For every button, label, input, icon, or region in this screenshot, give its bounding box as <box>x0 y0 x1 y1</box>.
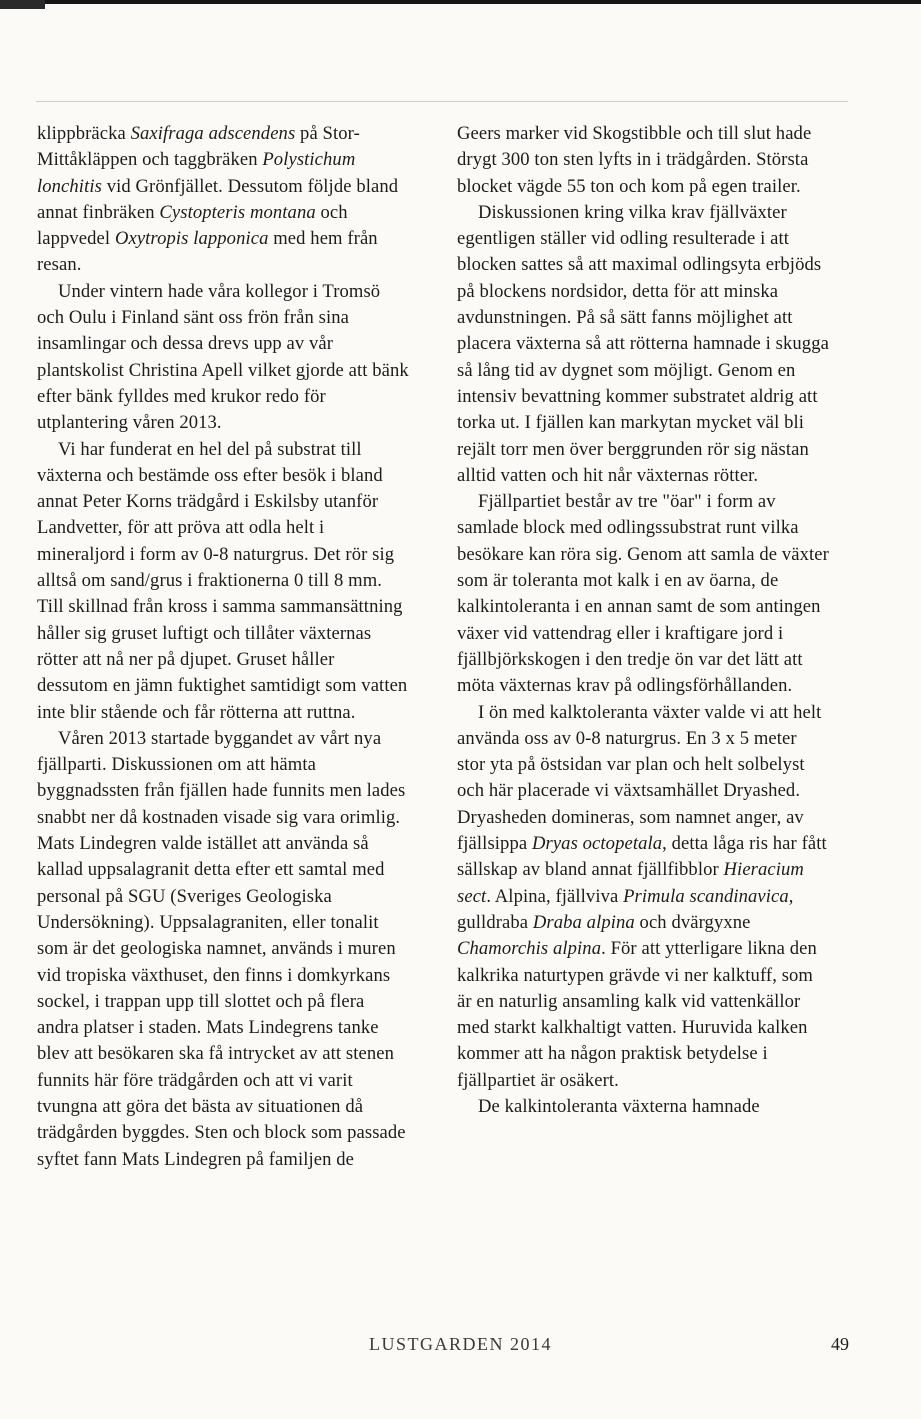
text-run: och lappvedel <box>37 201 348 250</box>
paragraph <box>457 200 829 489</box>
text-run: . Alpina, fjällviva <box>486 885 624 907</box>
species-name: Chamorchis alpina <box>457 938 602 960</box>
paragraph <box>457 121 829 200</box>
text-run: , detta låga ris har fått sällskap av bland annat fjällfibblor <box>457 833 827 881</box>
species-name: Hieracium sect <box>457 859 804 907</box>
species-name: Primula scandinavica <box>623 885 789 907</box>
text-run: I ön med kalktoleranta växter valde vi att helt använda oss av 0-8 naturgrus. En 3 x 5 meter stor yta på östsidan var plan och helt solbelyst och här placerade vi växtsamhället Dryashed. Dryasheden domineras, som namnet anger, av fjällsippa <box>457 701 822 855</box>
text-run: med hem från resan. <box>37 228 378 276</box>
species-name: Cystopteris montana <box>159 201 316 223</box>
species-name: Draba alpina <box>532 911 635 933</box>
top-border-rule <box>0 0 921 4</box>
text-run: Diskussionen kring vilka krav fjällväxter egentligen ställer vid odling resulterade i att blocken sattes så att maximal odlingsyta erbjöds på blockens nordsidor, detta för att minska avdunstningen. På så sätt fanns möjlighet att placera växterna så att rötterna hamnade i skugga så lång tid av dygnet som möjligt. Genom en intensiv bevattning kommer substratet aldrig att torka ut. I fjällen kan markytan mycket väl bli rejält torr men över berggrunden rör sig nästan alltid vatten och hit når växternas rötter. <box>457 201 829 486</box>
paragraph <box>37 726 409 1173</box>
text-run: , gulldraba <box>457 885 794 933</box>
text-run: Vi har funderat en hel del på substrat till växterna och bestämde oss efter besök i bland annat Peter Korns trädgård i Eskilsby utanför Landvetter, för att pröva att odla helt i mineraljord i form av 0-8 naturgrus. Det rör sig alltså om sand/grus i fraktionerna 0 till 8 mm. Till skillnad från kross i samma sammansättning håller sig gruset luftigt och tillåter växternas rötter att nå ner på djupet. Gruset håller dessutom en jämn fuktighet samtidigt som vatten inte blir stående och får rötterna att ruttna. <box>37 438 408 723</box>
species-name: Polystichum lonchitis <box>37 149 356 197</box>
text-run: vid Grönfjället. Dessutom följde bland annat finbräken <box>37 175 399 223</box>
species-name: Oxytropis lapponica <box>114 228 269 250</box>
species-name: Saxifraga adscendens <box>130 123 296 144</box>
page-footer <box>0 1334 921 1364</box>
paragraph <box>457 700 829 1094</box>
paragraph <box>457 489 829 699</box>
text-run: Fjällpartiet består av tre "öar" i form av samlade block med odlingssubstrat runt vilka besökare kan röra sig. Genom att samla de växter som är toleranta mot kalk i en av öarna, de kalkintoleranta i en annan samt de som antingen växer vid vattendrag eller i kraftigare jord i fjällbjörkskogen i den tredje ön var det lätt att möta växternas krav på odlingsförhållanden. <box>457 491 829 697</box>
text-run: Våren 2013 startade byggandet av vårt nya fjällparti. Diskussionen om att hämta byggnadssten från fjällen hade funnits men lades snabbt ner då kostnaden visade sig vara orimlig. Mats Lindegren valde istället att använda så kallad uppsalagranit detta efter ett samtal med personal på SGU (Sveriges Geologiska Undersökning). Uppsalagraniten, eller tonalit som är det geologiska namnet, används i muren vid tropiska växthuset, den finns i domkyrkans sockel, i trappan upp till slottet och på flera andra platser i staden. Mats Lindegrens tanke blev att besökaren ska få intrycket av att stenen funnits här före trädgården och att vi varit tvungna att göra det bästa av situationen då trädgården byggdes. Sten och block som passade syftet fann Mats Lindegren på familjen de <box>37 727 406 1170</box>
text-run: . För att ytterligare likna den kalkrika naturtypen grävde vi ner kalktuff, som är en naturlig ansamling kalk vid vattenkällor med starkt kalkhaltigt vatten. Huruvida kalken kommer att ha någon praktisk betydelse i fjällpartiet är osäkert. <box>457 938 817 1091</box>
species-name: Dryas octopetala <box>531 833 663 855</box>
text-run: Geers marker vid Skogstibble och till slut hade drygt 300 ton sten lyfts in i trädgården. Största blocket vägde 55 ton och kom på egen trailer. <box>457 123 812 197</box>
text-run: klippbräcka <box>37 123 131 144</box>
text-run: De kalkintoleranta växterna hamnade <box>478 1095 760 1117</box>
journal-title: LUSTGARDEN 2014 <box>369 1334 552 1354</box>
left-text-column <box>37 121 409 1173</box>
paragraph <box>37 437 409 726</box>
paragraph <box>457 1094 829 1120</box>
text-run: på Stor-Mittåkläppen och taggbräken <box>37 123 360 171</box>
text-run: och dvärgyxne <box>634 911 751 933</box>
paragraph <box>37 279 409 437</box>
right-text-column <box>457 121 829 1120</box>
header-divider <box>36 101 848 102</box>
paragraph <box>37 121 409 279</box>
text-run: Under vintern hade våra kollegor i Tromsö och Oulu i Finland sänt oss frön från sina insamlingar och dessa drevs upp av vår plantskolist Christina Apell vilket gjorde att bänk efter bänk fylldes med krukor redo för utplantering våren 2013. <box>37 280 409 434</box>
page-number: 49 <box>831 1334 849 1354</box>
